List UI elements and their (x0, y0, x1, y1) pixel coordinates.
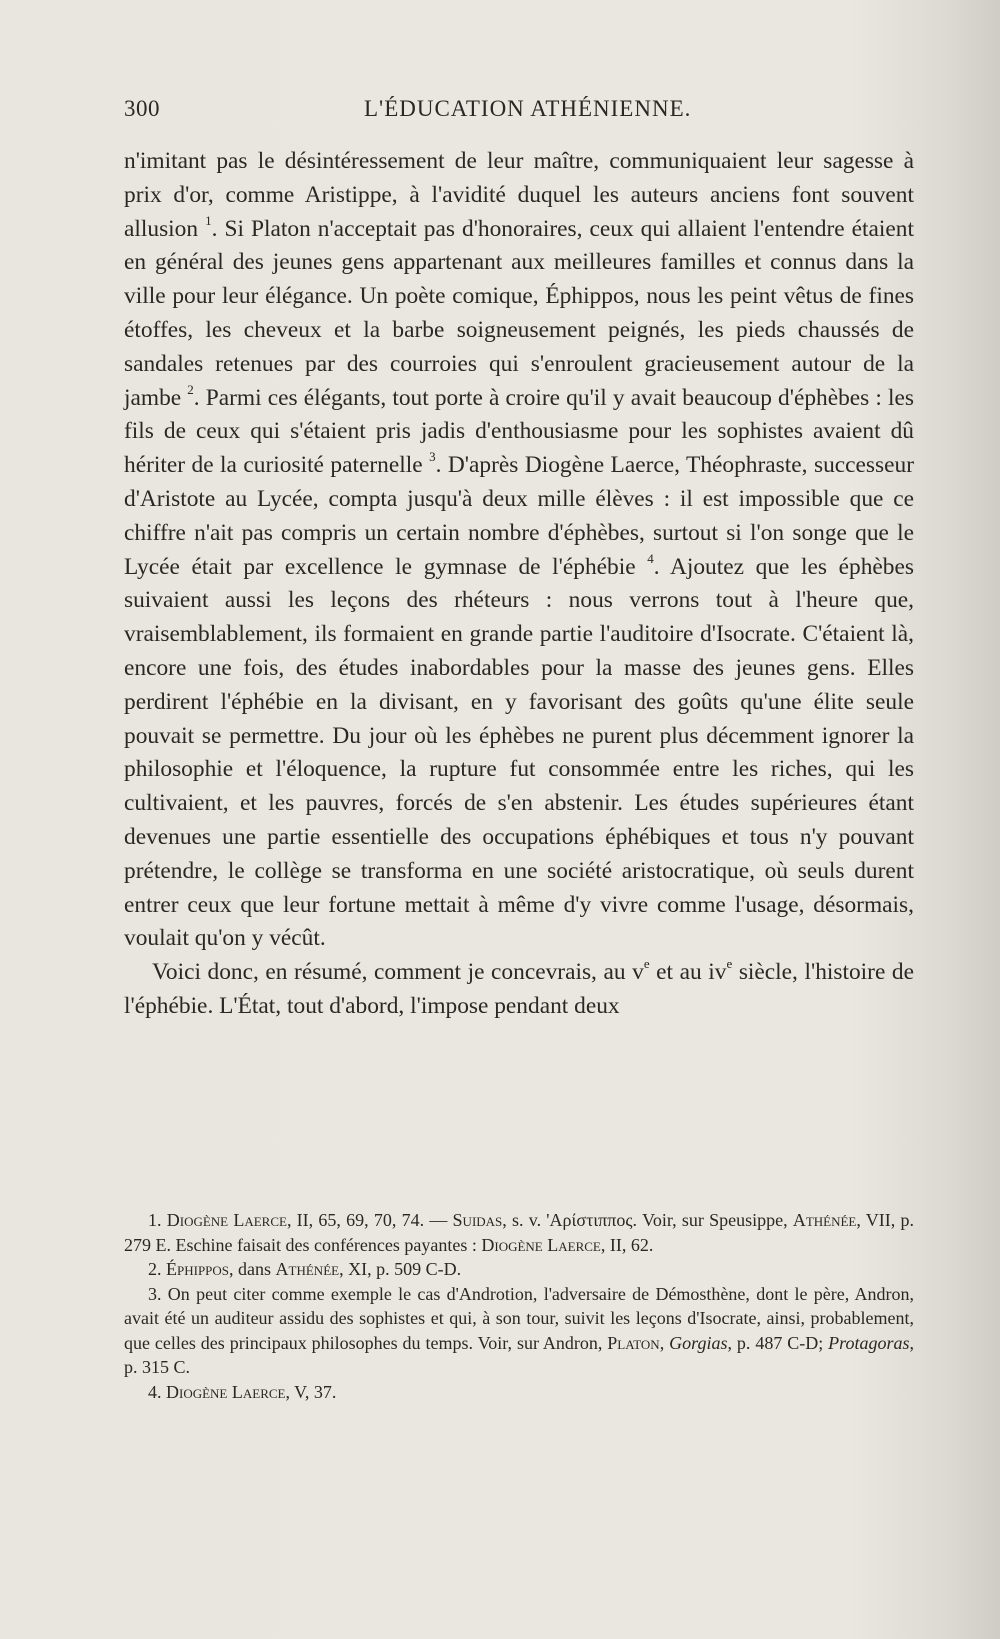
main-text (124, 145, 914, 1024)
author-name: Suidas (452, 1210, 503, 1230)
text-run: siècle, l'histoire de l'éphébie. L'État, tout d'abord, l'impose pendant deux (124, 959, 914, 1019)
footnote-ref-1: 1 (205, 212, 212, 228)
text-run: , V, 37. (285, 1381, 337, 1402)
footnote-number: 3. (148, 1283, 168, 1304)
text-run: . Ajoutez que les éphèbes suivaient aussi les leçons des rhéteurs : nous verrons tout à l'heure que, vraisemblablement, ils formaient en grande partie l'auditoire d'Isocrate. C'étaient là, encore une fois, des études inabordables pour la masse des jeunes gens. Elles perdirent l'éphébie en la divisant, en y favorisant des goûts qu'une élite seule pouvait se permettre. Du jour où les éphèbes ne purent plus décemment ignorer la philosophie et l'éloquence, la rupture fut consommée entre les riches, qui les cultivaient, et les pauvres, forcés de s'en abstenir. Les études supérieures étant devenues une partie essentielle des occupations éphébiques et tous n'y pouvant prétendre, le collège se transforma en une société aristocratique, où seuls durent entrer ceux que leur fortune mettait à même d'y vivre comme l'usage, désormais, voulait qu'on y vécût. (124, 553, 914, 952)
footnotes (124, 1208, 914, 1404)
author-name: Athénée (792, 1210, 857, 1230)
paragraph-1 (124, 145, 914, 956)
work-title: Gorgias (669, 1332, 728, 1353)
page-number: 300 (124, 96, 160, 121)
footnote-ref-4: 4 (647, 550, 654, 566)
text-run: On peut citer comme exemple le cas d'Androtion, l'adversaire de Démosthène, dont le père, Andron, avait été un auditeur assidu des sophistes et qui, à son tour, suivit les leçons d'Isocrate, ainsi, probablement, que celles des principaux philosophes du temps. Voir, sur Andron, (124, 1283, 915, 1353)
footnote-number: 1. (148, 1210, 167, 1230)
author-name: Éphippos (166, 1259, 230, 1279)
footnote-number: 4. (148, 1381, 166, 1402)
running-header (124, 96, 914, 130)
text-run: , (659, 1332, 670, 1353)
author-name: Platon (607, 1332, 660, 1353)
paragraph-2 (124, 956, 914, 1024)
author-name: Diogène Laerce (166, 1381, 286, 1402)
footnote-ref-2: 2 (187, 381, 194, 397)
text-run: , XI, p. 509 C-D. (339, 1259, 462, 1279)
ordinal-sup: e (643, 956, 650, 972)
text-run: , VII, p. 279 E. Eschine faisait des conférences payantes : (124, 1210, 914, 1255)
footnote-4 (124, 1380, 914, 1405)
text-run: , s. v. 'Αρίστιππος. Voir, sur Speusippe, (502, 1210, 793, 1230)
author-name: Diogène Laerce (481, 1234, 601, 1255)
running-title: L'ÉDUCATION ATHÉNIENNE. (364, 96, 692, 121)
text-run: Voici donc, en résumé, comment je concevrais, au v (152, 959, 644, 986)
text-run: , dans (229, 1259, 276, 1279)
text-run: , p. 315 C. (124, 1332, 915, 1377)
footnote-2 (124, 1257, 914, 1282)
footnote-number: 2. (148, 1259, 166, 1279)
author-name: Athénée (275, 1259, 340, 1279)
text-run: et au iv (649, 959, 727, 986)
ordinal-sup: e (726, 956, 733, 972)
text-run: , p. 487 C-D; (727, 1332, 829, 1353)
text-run: , II, 65, 69, 70, 74. — (286, 1210, 453, 1230)
footnote-1 (124, 1208, 914, 1257)
text-run: . Parmi ces élégants, tout porte à croire qu'il y avait beaucoup d'éphèbes : les fils de ceux qui s'étaient pris jadis d'enthousiasme pour les sophistes avaient dû hériter de la curiosité paternelle (124, 384, 914, 479)
text-run: , II, 62. (600, 1234, 654, 1255)
text-run: . D'après Diogène Laerce, Théophraste, successeur d'Aristote au Lycée, compta jusqu'à deux mille élèves : il est impossible que ce chiffre n'ait pas compris un certain nombre d'éphèbes, surtout si l'on songe que le Lycée était par excellence le gymnase de l'éphébie (124, 452, 914, 580)
work-title: Protagoras (828, 1332, 910, 1353)
text-run: . Si Platon n'acceptait pas d'honoraires, ceux qui allaient l'entendre étaient en général des jeunes gens appartenant aux meilleures familles et connus dans la ville pour leur élégance. Un poète comique, Éphippos, nous les peint vêtus de fines étoffes, les cheveux et la barbe soigneusement peignés, les pieds chaussés de sandales retenues par des courroies qui s'enroulent gracieusement autour de la jambe (124, 215, 915, 411)
footnote-3 (124, 1282, 914, 1380)
author-name: Diogène Laerce (166, 1210, 287, 1230)
footnote-ref-3: 3 (429, 449, 436, 465)
text-run: n'imitant pas le désintéressement de leur maître, communiquaient leur sagesse à prix d'or, comme Aristippe, à l'avidité duquel les auteurs anciens font souvent allusion (124, 148, 914, 242)
